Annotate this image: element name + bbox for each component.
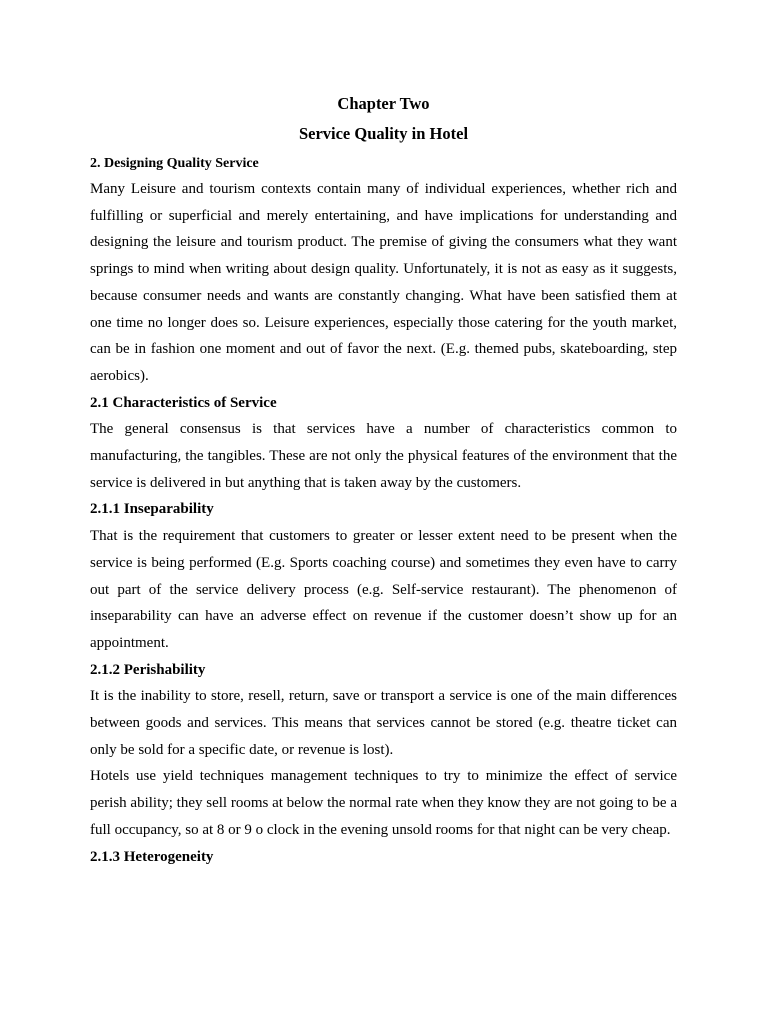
paragraph-designing-quality-service: Many Leisure and tourism contexts contain many of individual experiences, whether rich and fulfilling or superficial and merely entertaining, and have implications for understanding and designing the leisure and tourism product. The premise of giving the consumers what they want springs to mind when writing about design quality. Unfortunately, it is not as easy as it suggests, because consumer needs and wants are constantly changing. What have been satisfied them at one time no longer does so. Leisure experiences, especially those catering for the youth market, can be in fashion one moment and out of favor the next. (E.g. themed pubs, skateboarding, step aerobics). xyxy=(90,181,677,384)
paragraph-characteristics-of-service: The general consensus is that services have a number of characteristics common to manufacturing, the tangibles. These are not only the physical features of the environment that the service is delivered in but anything that is taken away by the customers. xyxy=(90,421,677,491)
section-heading-perishability: 2.1.2 Perishability xyxy=(90,661,206,678)
paragraph-inseparability: That is the requirement that customers to greater or lesser extent need to be present when the service is being performed (E.g. Sports coaching course) and sometimes they even have to carry out part of the service delivery process (e.g. Self-service restaurant). The phenomenon of inseparability can have an adverse effect on revenue if the customer doesn’t show up for an appointment. xyxy=(90,528,677,651)
section-heading-characteristics-of-service: 2.1 Characteristics of Service xyxy=(90,394,277,411)
document-page xyxy=(90,92,677,870)
section-heading-designing-quality-service: 2. Designing Quality Service xyxy=(90,156,259,171)
paragraph-perishability-definition: It is the inability to store, resell, return, save or transport a service is one of the main differences between goods and services. This means that services cannot be stored (e.g. theatre ticket can only be sold for a specific date, or revenue is lost). xyxy=(90,688,677,758)
section-heading-inseparability: 2.1.1 Inseparability xyxy=(90,501,214,518)
paragraph-perishability-hotels: Hotels use yield techniques management techniques to try to minimize the effect of service perish ability; they sell rooms at below the normal rate when they know they are not going to be a full occupancy, so at 8 or 9 o clock in the evening unsold rooms for that night can be very cheap. xyxy=(90,768,677,838)
chapter-title: Chapter Two xyxy=(337,94,430,113)
chapter-subtitle: Service Quality in Hotel xyxy=(298,124,469,143)
section-heading-heterogeneity: 2.1.3 Heterogeneity xyxy=(90,848,214,865)
